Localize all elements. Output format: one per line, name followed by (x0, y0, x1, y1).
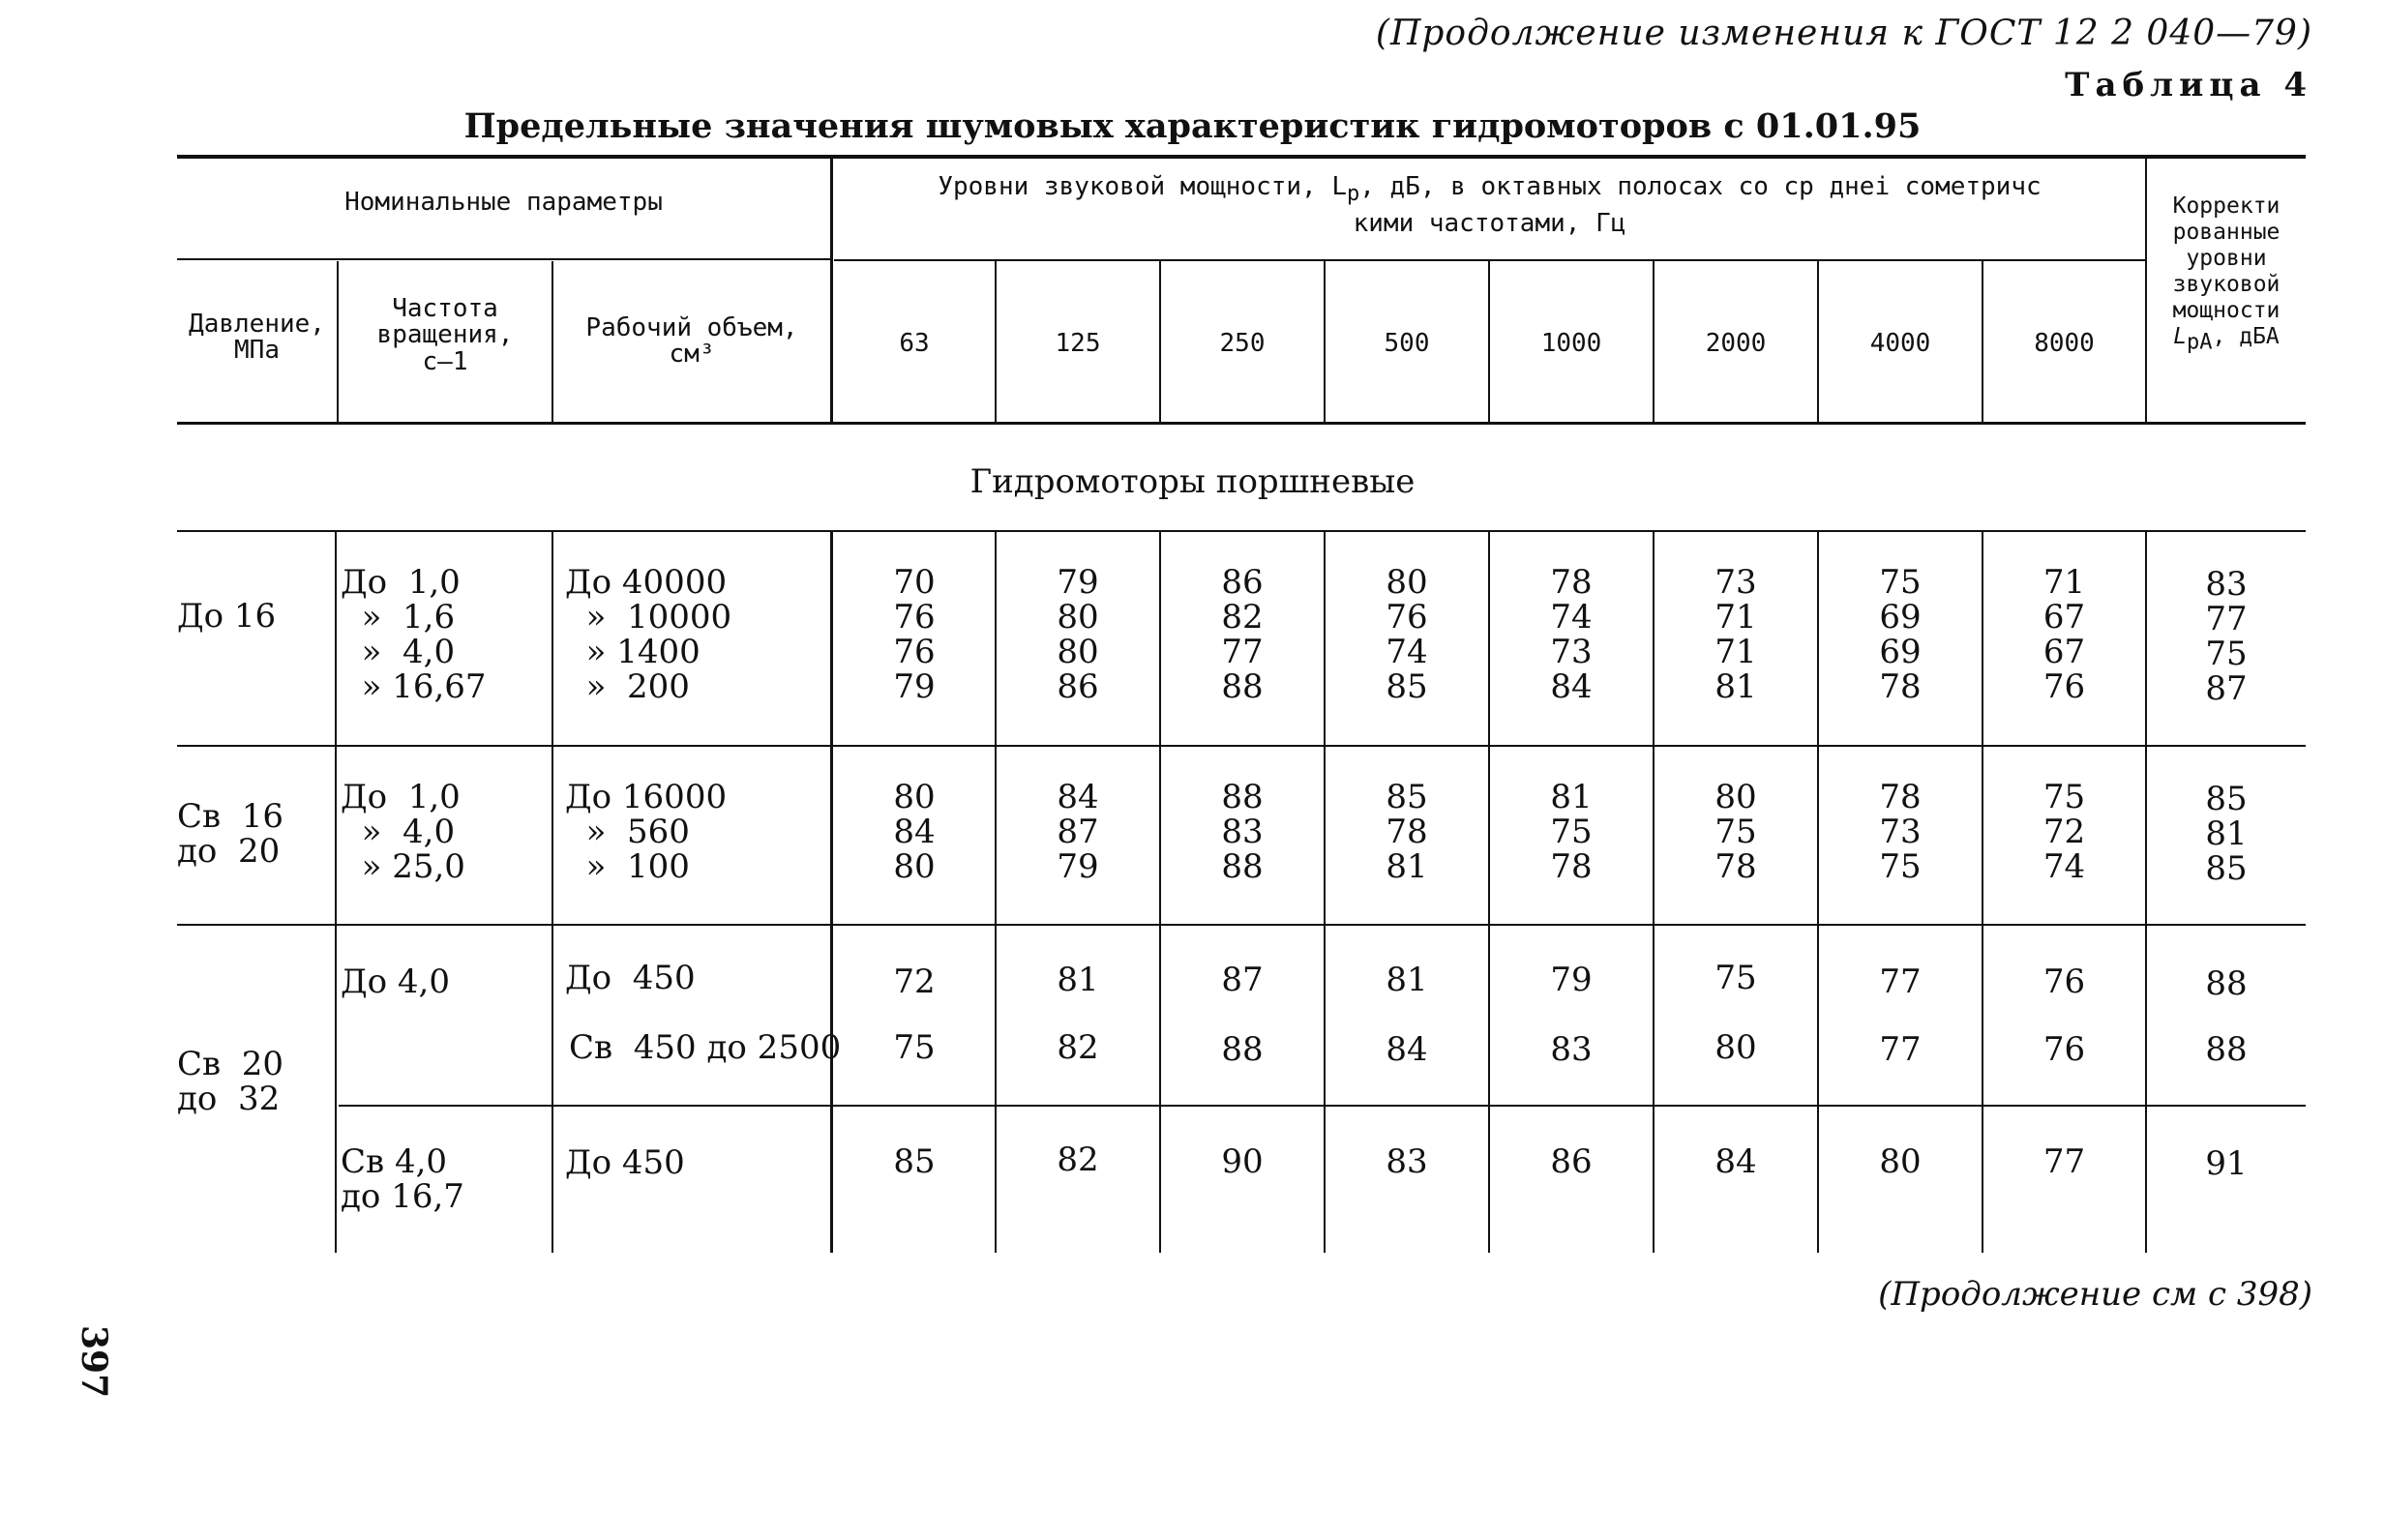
rule-group2-bottom (177, 924, 2306, 926)
group2-rotation: До 1,0 » 4,0 » 25,0 (341, 778, 465, 886)
section-title: Гидромоторы поршневые (969, 462, 1416, 501)
group3-rowa-rotation: До 4,0 (341, 962, 450, 1001)
rule-header-bottom (177, 422, 2306, 425)
header-freq-8000: 8000 (2034, 329, 2095, 358)
group2-f4000: 78 73 75 (1879, 778, 1922, 886)
group3-c-f250: 90 (1221, 1142, 1264, 1181)
header-rotation (339, 296, 552, 375)
header-sound-levels (834, 174, 2145, 238)
page-number: 397 (74, 1325, 114, 1399)
continuation-footer: (Продолжение см с 398) (1878, 1275, 2312, 1314)
group2-pressure: Св 16 до 20 (177, 797, 284, 871)
header-sound-levels-text: Уровни звуковой мощности, L (938, 172, 1347, 201)
header-corrected-sym: L (2173, 324, 2188, 349)
table-label: Таблица 4 (2065, 66, 2312, 104)
group3-c-f125: 82 (1057, 1140, 1099, 1179)
rule-group3-mid (339, 1105, 2306, 1107)
group1-f500: 80 76 74 85 (1386, 563, 1428, 706)
header-freq-2000: 2000 (1705, 329, 1767, 358)
rule-group-nominal (177, 258, 830, 260)
group3-a-f250: 87 (1221, 961, 1264, 999)
group3-b-f1000: 83 (1550, 1030, 1593, 1069)
group1-f63: 70 76 76 79 (893, 563, 936, 706)
group3-pressure: Св 20 до 32 (177, 1045, 284, 1118)
header-corrected-unit: , дБА (2212, 324, 2280, 349)
group2-volume: До 16000 » 560 » 100 (565, 778, 728, 886)
rule-section-bottom (177, 530, 2306, 532)
group2-f63: 80 84 80 (893, 778, 936, 886)
header-volume-l1: Рабочий объем, (585, 313, 798, 342)
header-sound-levels-line2: кими частотами, Гц (1353, 209, 1626, 239)
group3-a-f1000: 79 (1550, 961, 1593, 999)
header-freq-500: 500 (1384, 329, 1430, 358)
header-corrected-text: Корректи рованные уровни звуковой мощности (2172, 193, 2281, 323)
group3-a-f8000: 76 (2042, 962, 2086, 1001)
group3-b-f500: 84 (1386, 1030, 1428, 1069)
header-freq-250: 250 (1219, 329, 1266, 358)
group3-rowb-rotation: Св 4,0 до 16,7 (341, 1142, 464, 1216)
group3-rowb-volume: До 450 (565, 1143, 685, 1182)
group3-c-f500: 83 (1386, 1142, 1428, 1181)
group3-a-f2000: 75 (1714, 959, 1757, 997)
header-freq-4000: 4000 (1869, 329, 1931, 358)
group3-c-f1000: 86 (1550, 1142, 1593, 1181)
group2-f8000: 75 72 74 (2042, 778, 2086, 886)
rule-top (177, 155, 2306, 159)
group3-b-f4000: 77 (1879, 1030, 1922, 1069)
group3-a-corrected: 88 (2205, 964, 2248, 1003)
vrule-b-rotation (552, 532, 553, 1253)
group1-f125: 79 80 80 86 (1057, 563, 1099, 706)
header-pressure: Давление, МПа (189, 310, 325, 366)
group3-a-f4000: 77 (1879, 962, 1922, 1001)
header-corrected (2147, 193, 2306, 356)
group3-b-f8000: 76 (2042, 1030, 2086, 1069)
group3-a-f500: 81 (1386, 961, 1428, 999)
header-rotation-l2: с—1 (422, 346, 468, 376)
header-sound-levels-sub: р (1346, 182, 1360, 207)
header-freq-1000: 1000 (1540, 329, 1602, 358)
group3-c-corrected: 91 (2205, 1144, 2248, 1183)
group1-f8000: 71 67 67 76 (2042, 563, 2086, 706)
group2-f125: 84 87 79 (1057, 778, 1099, 886)
group3-rowa-volume-b: Св 450 до 2500 (569, 1028, 842, 1067)
group3-b-f2000: 80 (1714, 1028, 1757, 1067)
vrule-b-volume (830, 532, 833, 1253)
vrule-h1 (830, 159, 833, 422)
group1-corrected: 83 77 75 87 (2205, 565, 2248, 708)
group3-rowa-volume-a: До 450 (565, 959, 696, 997)
group1-f250: 86 82 77 88 (1221, 563, 1264, 706)
group3-a-f125: 81 (1057, 961, 1099, 999)
group2-f250: 88 83 88 (1221, 778, 1264, 886)
group2-corrected: 85 81 85 (2205, 780, 2248, 888)
header-volume-l2: см³ (669, 340, 715, 370)
group3-b-f250: 88 (1221, 1030, 1264, 1069)
group3-b-f63: 75 (893, 1028, 936, 1067)
group1-f2000: 73 71 71 81 (1714, 563, 1757, 706)
continuation-header: (Продолжение изменения к ГОСТ 12 2 040—79) (1375, 14, 2312, 53)
group3-c-f2000: 84 (1714, 1142, 1757, 1181)
header-corrected-sub: рА (2187, 330, 2213, 355)
header-volume (553, 315, 830, 369)
group1-f4000: 75 69 69 78 (1879, 563, 1922, 706)
group1-pressure: До 16 (177, 597, 277, 636)
group3-c-f63: 85 (893, 1142, 936, 1181)
vrule-b-pressure (335, 532, 337, 1253)
group1-volume: До 40000 » 10000 » 1400 » 200 (565, 563, 732, 706)
group2-f2000: 80 75 78 (1714, 778, 1757, 886)
group1-f1000: 78 74 73 84 (1550, 563, 1593, 706)
header-nominal-params: Номинальные параметры (344, 188, 663, 217)
group3-c-f8000: 77 (2042, 1142, 2086, 1181)
group2-f500: 85 78 81 (1386, 778, 1428, 886)
rule-group1-bottom (177, 745, 2306, 747)
header-sound-levels-rest: , дБ, в октавных полосах со ср днеі сометричс (1359, 172, 2042, 201)
header-freq-125: 125 (1055, 329, 1101, 358)
group2-f1000: 81 75 78 (1550, 778, 1593, 886)
group3-c-f4000: 80 (1879, 1142, 1922, 1181)
header-freq-63: 63 (899, 329, 930, 358)
table-title: Предельные значения шумовых характеристик гидромоторов с 01.01.95 (463, 106, 1922, 146)
group3-a-f63: 72 (893, 962, 936, 1001)
group1-rotation: До 1,0 » 1,6 » 4,0 » 16,67 (341, 563, 487, 706)
group3-b-f125: 82 (1057, 1028, 1099, 1067)
group3-b-corrected: 88 (2205, 1030, 2248, 1069)
header-rotation-l1: Частота вращения, (376, 294, 514, 350)
